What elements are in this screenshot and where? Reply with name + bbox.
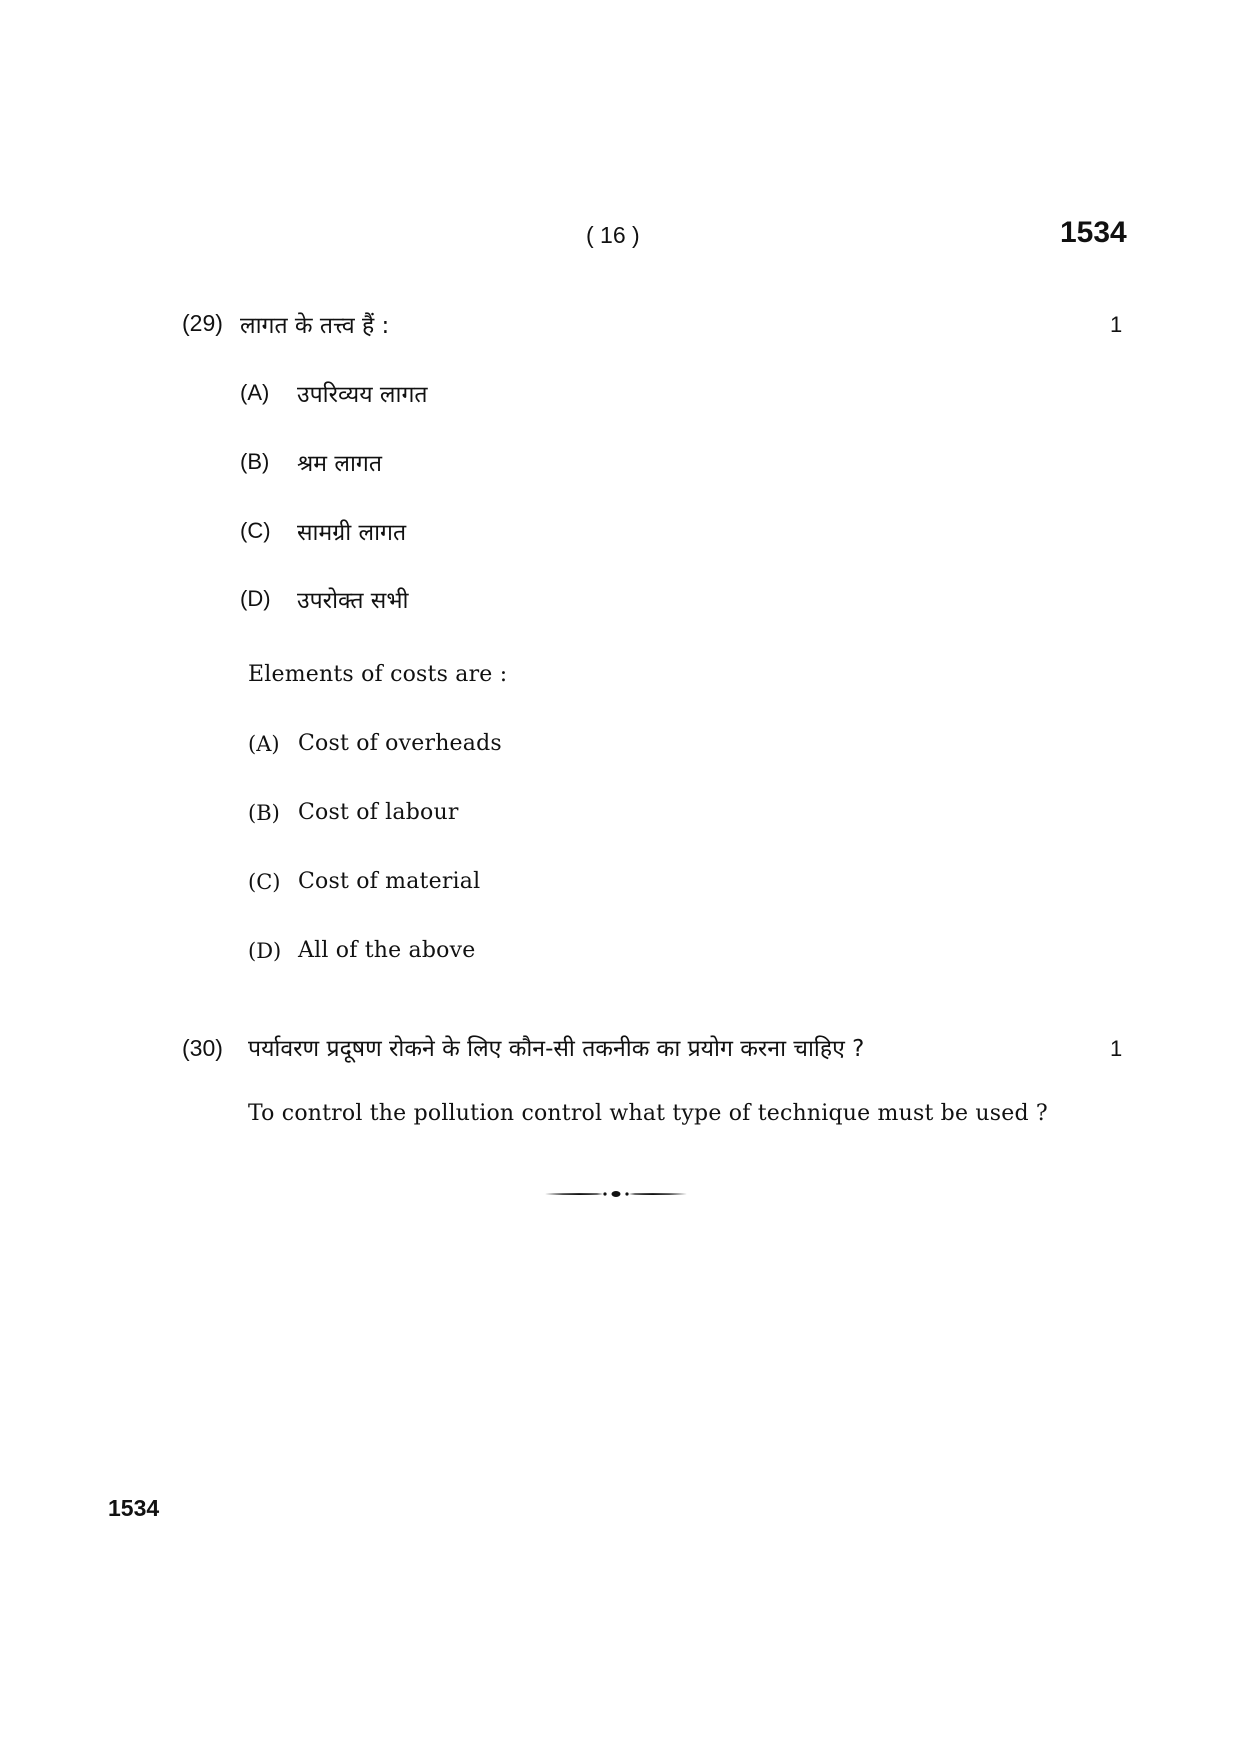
option-label: (B) [248,801,280,825]
question-text-hindi: लागत के तत्त्व हैं : [240,313,390,339]
question-text-english: Elements of costs are : [248,662,508,687]
question-number: (30) [182,1035,223,1061]
ornament-divider [545,1187,687,1201]
option-label: (B) [240,449,270,474]
paper-code-footer: 1534 [108,1495,160,1521]
option-text-english: Cost of material [298,869,481,894]
option-text-hindi: उपरोक्त सभी [297,588,409,614]
option-text-hindi: श्रम लागत [297,451,382,477]
option-text-hindi: उपरिव्यय लागत [297,382,428,408]
option-text-english: All of the above [298,938,476,963]
option-text-english: Cost of overheads [298,731,502,756]
option-label: (D) [248,939,282,963]
option-text-english: Cost of labour [298,800,459,825]
question-text-english: To control the pollution control what type of technique must be used ? [248,1101,1048,1126]
question-marks: 1 [1110,1036,1123,1061]
page-number: ( 16 ) [586,222,640,248]
option-label: (A) [240,380,270,405]
option-label: (A) [248,732,280,756]
option-text-hindi: सामग्री लागत [297,520,407,546]
option-label: (C) [248,870,281,894]
question-text-hindi: पर्यावरण प्रदूषण रोकने के लिए कौन-सी तकनीक का प्रयोग करना चाहिए ? [248,1036,865,1062]
option-label: (C) [240,518,271,543]
question-marks: 1 [1110,312,1123,337]
option-label: (D) [240,586,271,611]
paper-code-header: 1534 [1060,216,1127,249]
question-number: (29) [182,310,223,336]
